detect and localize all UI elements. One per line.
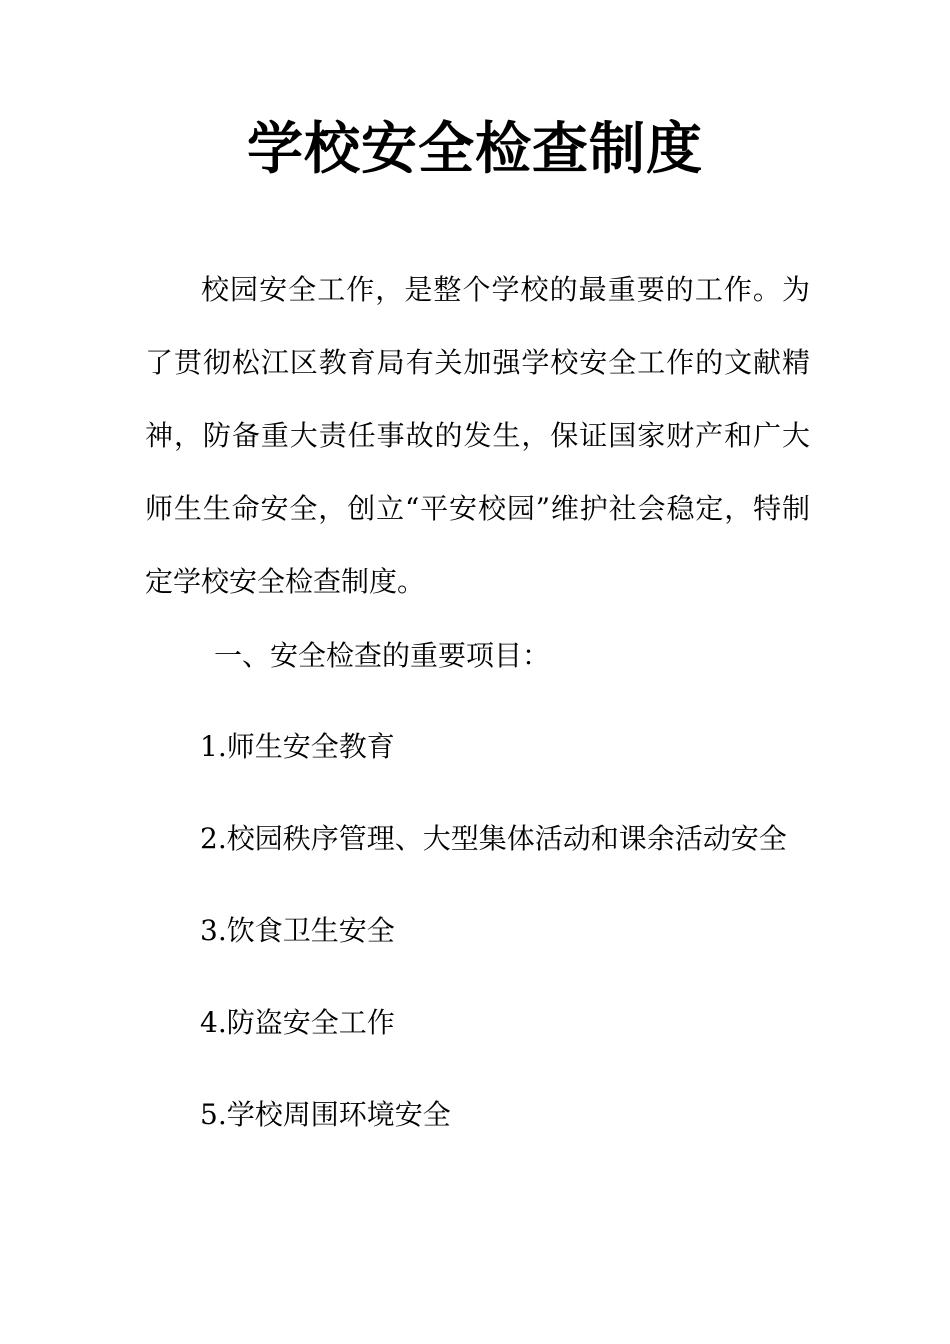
list-item: 2.校园秩序管理、大型集体活动和课余活动安全 (200, 822, 787, 855)
document-title: 学校安全检查制度 (247, 117, 703, 182)
list-item: 5.学校周围环境安全 (200, 1098, 451, 1131)
list-item: 4.防盗安全工作 (200, 1006, 395, 1039)
list-item: 3.饮食卫生安全 (200, 914, 395, 947)
section-heading: 一、安全检查的重要项目： (214, 639, 551, 672)
list-item: 1.师生安全教育 (200, 730, 395, 763)
intro-paragraph: 校园安全工作，是整个学校的最重要的工作。为了贯彻松江区教育局有关加强学校安全工作的文献精神，防备重大责任事故的发生，保证国家财产和广大师生生命安全，创立“平安校园”维护社会稳定，特制 定学校安全检查制度。 (145, 273, 839, 598)
